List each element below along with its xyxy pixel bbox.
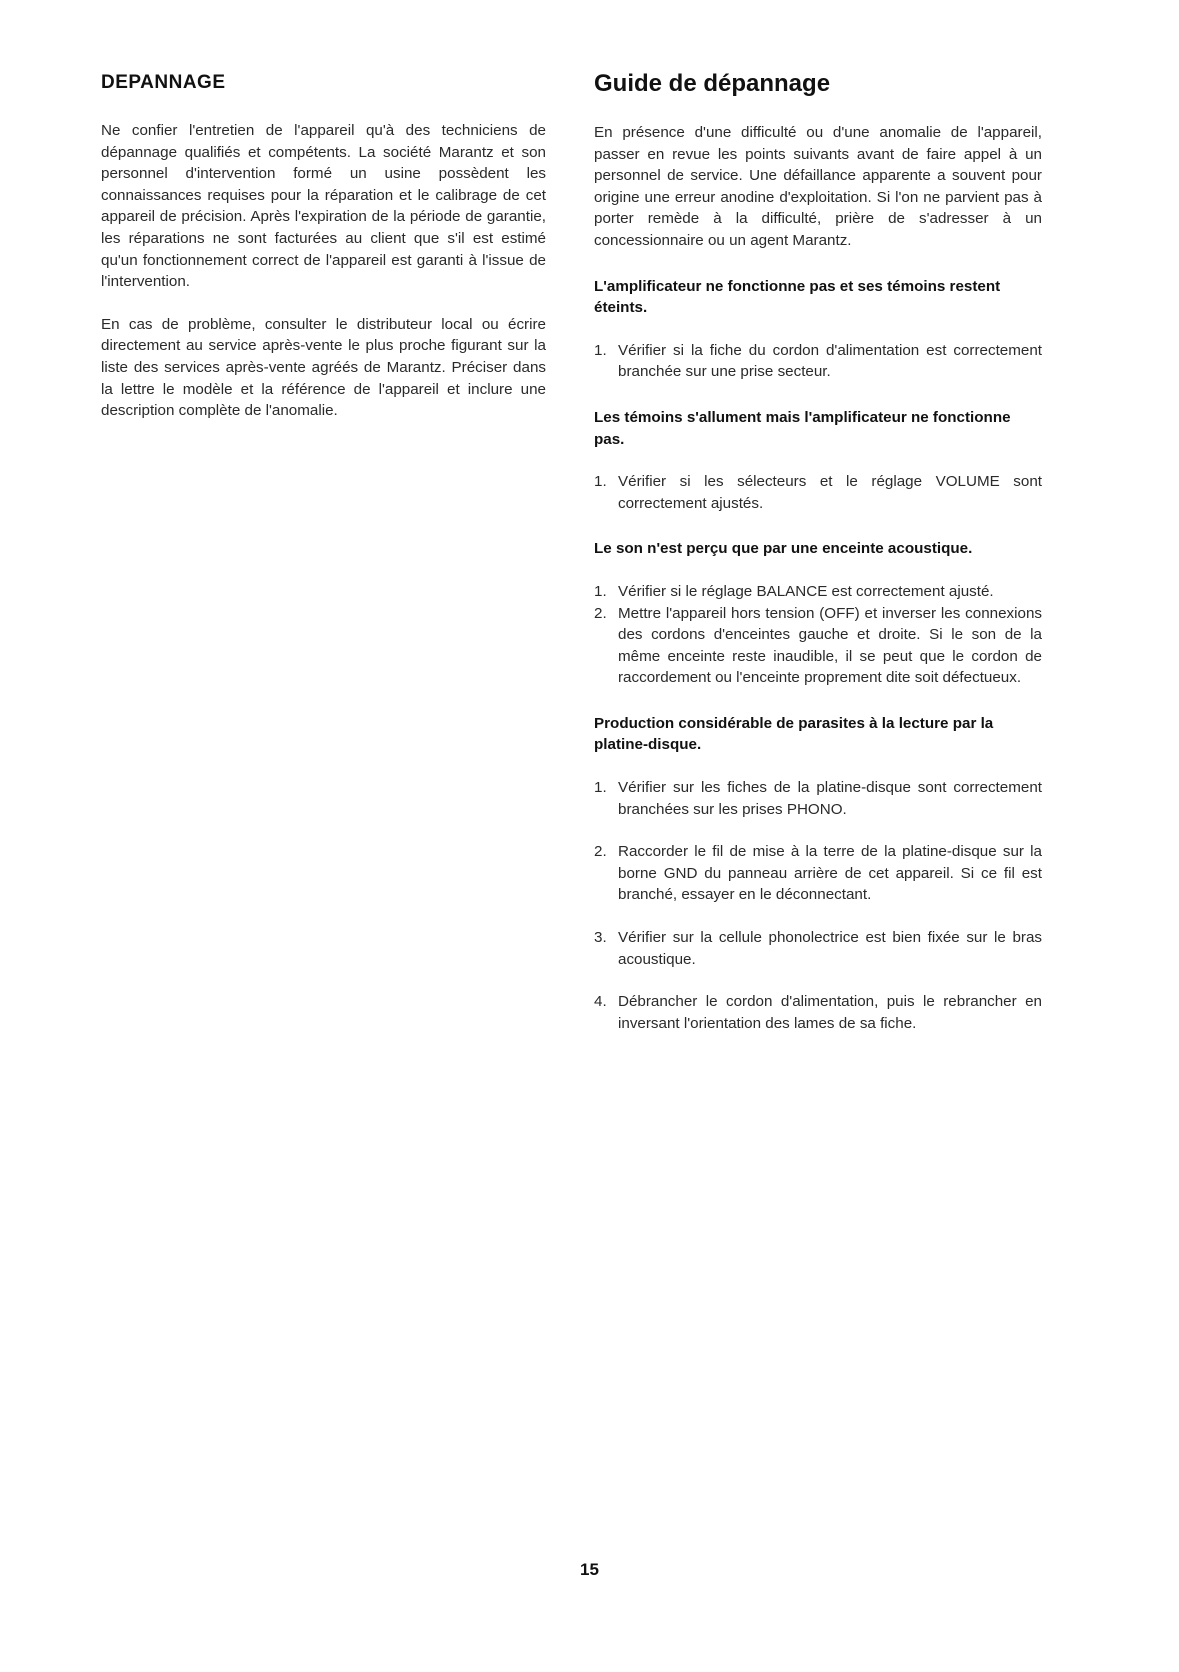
step-item: 1. Vérifier si le réglage BALANCE est correctement ajusté. [594, 582, 994, 600]
depannage-title: DEPANNAGE [101, 72, 226, 93]
step-item: 2. Raccorder le fil de mise à la terre de la platine-disque sur la borne GND du panneau arrière de cet appareil. Si ce fil est branché, essayer en le déconnectant. [594, 843, 1042, 904]
issue-heading: L'amplificateur ne fonctionne pas et ses témoins restent éteints. [594, 277, 1001, 317]
contact-paragraph: En cas de problème, consulter le distributeur local ou écrire directement au service après-vente le plus proche figurant sur la liste des services après-vente agréés de Marantz. Préciser dans la lettre le modèle et la référence de l'appareil et inclure une description complète de l'anomalie. [101, 315, 546, 420]
step-item: 1. Vérifier si les sélecteurs et le réglage VOLUME sont correctement ajustés. [594, 473, 1042, 512]
issue-heading: Le son n'est perçu que par une enceinte acoustique. [594, 540, 973, 558]
step-item: 1. Vérifier si la fiche du cordon d'alimentation est correctement branchée sur une prise secteur. [594, 341, 1042, 381]
step-item: 1. Vérifier sur les fiches de la platine-disque sont correctement branchées sur les prises PHONO. [594, 779, 1042, 818]
issue-steps [594, 777, 1042, 1034]
service-paragraph: Ne confier l'entretien de l'appareil qu'à des techniciens de dépannage qualifiés et compétents. La société Marantz et son personnel d'intervention formé un usine possèdent les connaissances requises pour la réparation et le calibrage de cet appareil de précision. Après l'expiration de la période de garantie, les réparations ne sont facturées au client que s'il est estimé qu'un fonctionnement correct de l'appareil est garanti à l'issue de l'intervention. [101, 122, 546, 291]
step-item: 3. Vérifier sur la cellule phonolectrice est bien fixée sur le bras acoustique. [594, 929, 1042, 968]
step-item: 4. Débrancher le cordon d'alimentation, puis le rebrancher en inversant l'orientation des lames de sa fiche. [594, 993, 1042, 1032]
guide-intro: En présence d'une difficulté ou d'une anomalie de l'appareil, passer en revue les points suivants avant de faire appel à un personnel de service. Une défaillance apparente a souvent pour origine une erreur anodine d'exploitation. Si l'on ne parvient pas à porter remède à la difficulté, prière de s'adresser à un concessionnaire ou un agent Marantz. [594, 124, 1042, 249]
issue-steps [594, 581, 1042, 689]
right-column [594, 72, 1042, 1034]
step-item: 2. Mettre l'appareil hors tension (OFF) et inverser les connexions des cordons d'enceintes gauche et droite. Si le son de la même enceinte reste inaudible, il se peut que le cordon de raccordement ou l'enceinte proprement dite soit défectueux. [594, 604, 1042, 687]
issue-heading: Production considérable de parasites à la lecture par la platine-disque. [594, 714, 994, 754]
issue-steps [594, 471, 1042, 514]
issue-steps [594, 340, 1042, 383]
page-number: 15 [580, 1560, 599, 1579]
left-column [101, 72, 546, 443]
guide-title: Guide de dépannage [594, 70, 831, 97]
issue-heading: Les témoins s'allument mais l'amplificateur ne fonctionne pas. [594, 408, 1011, 448]
